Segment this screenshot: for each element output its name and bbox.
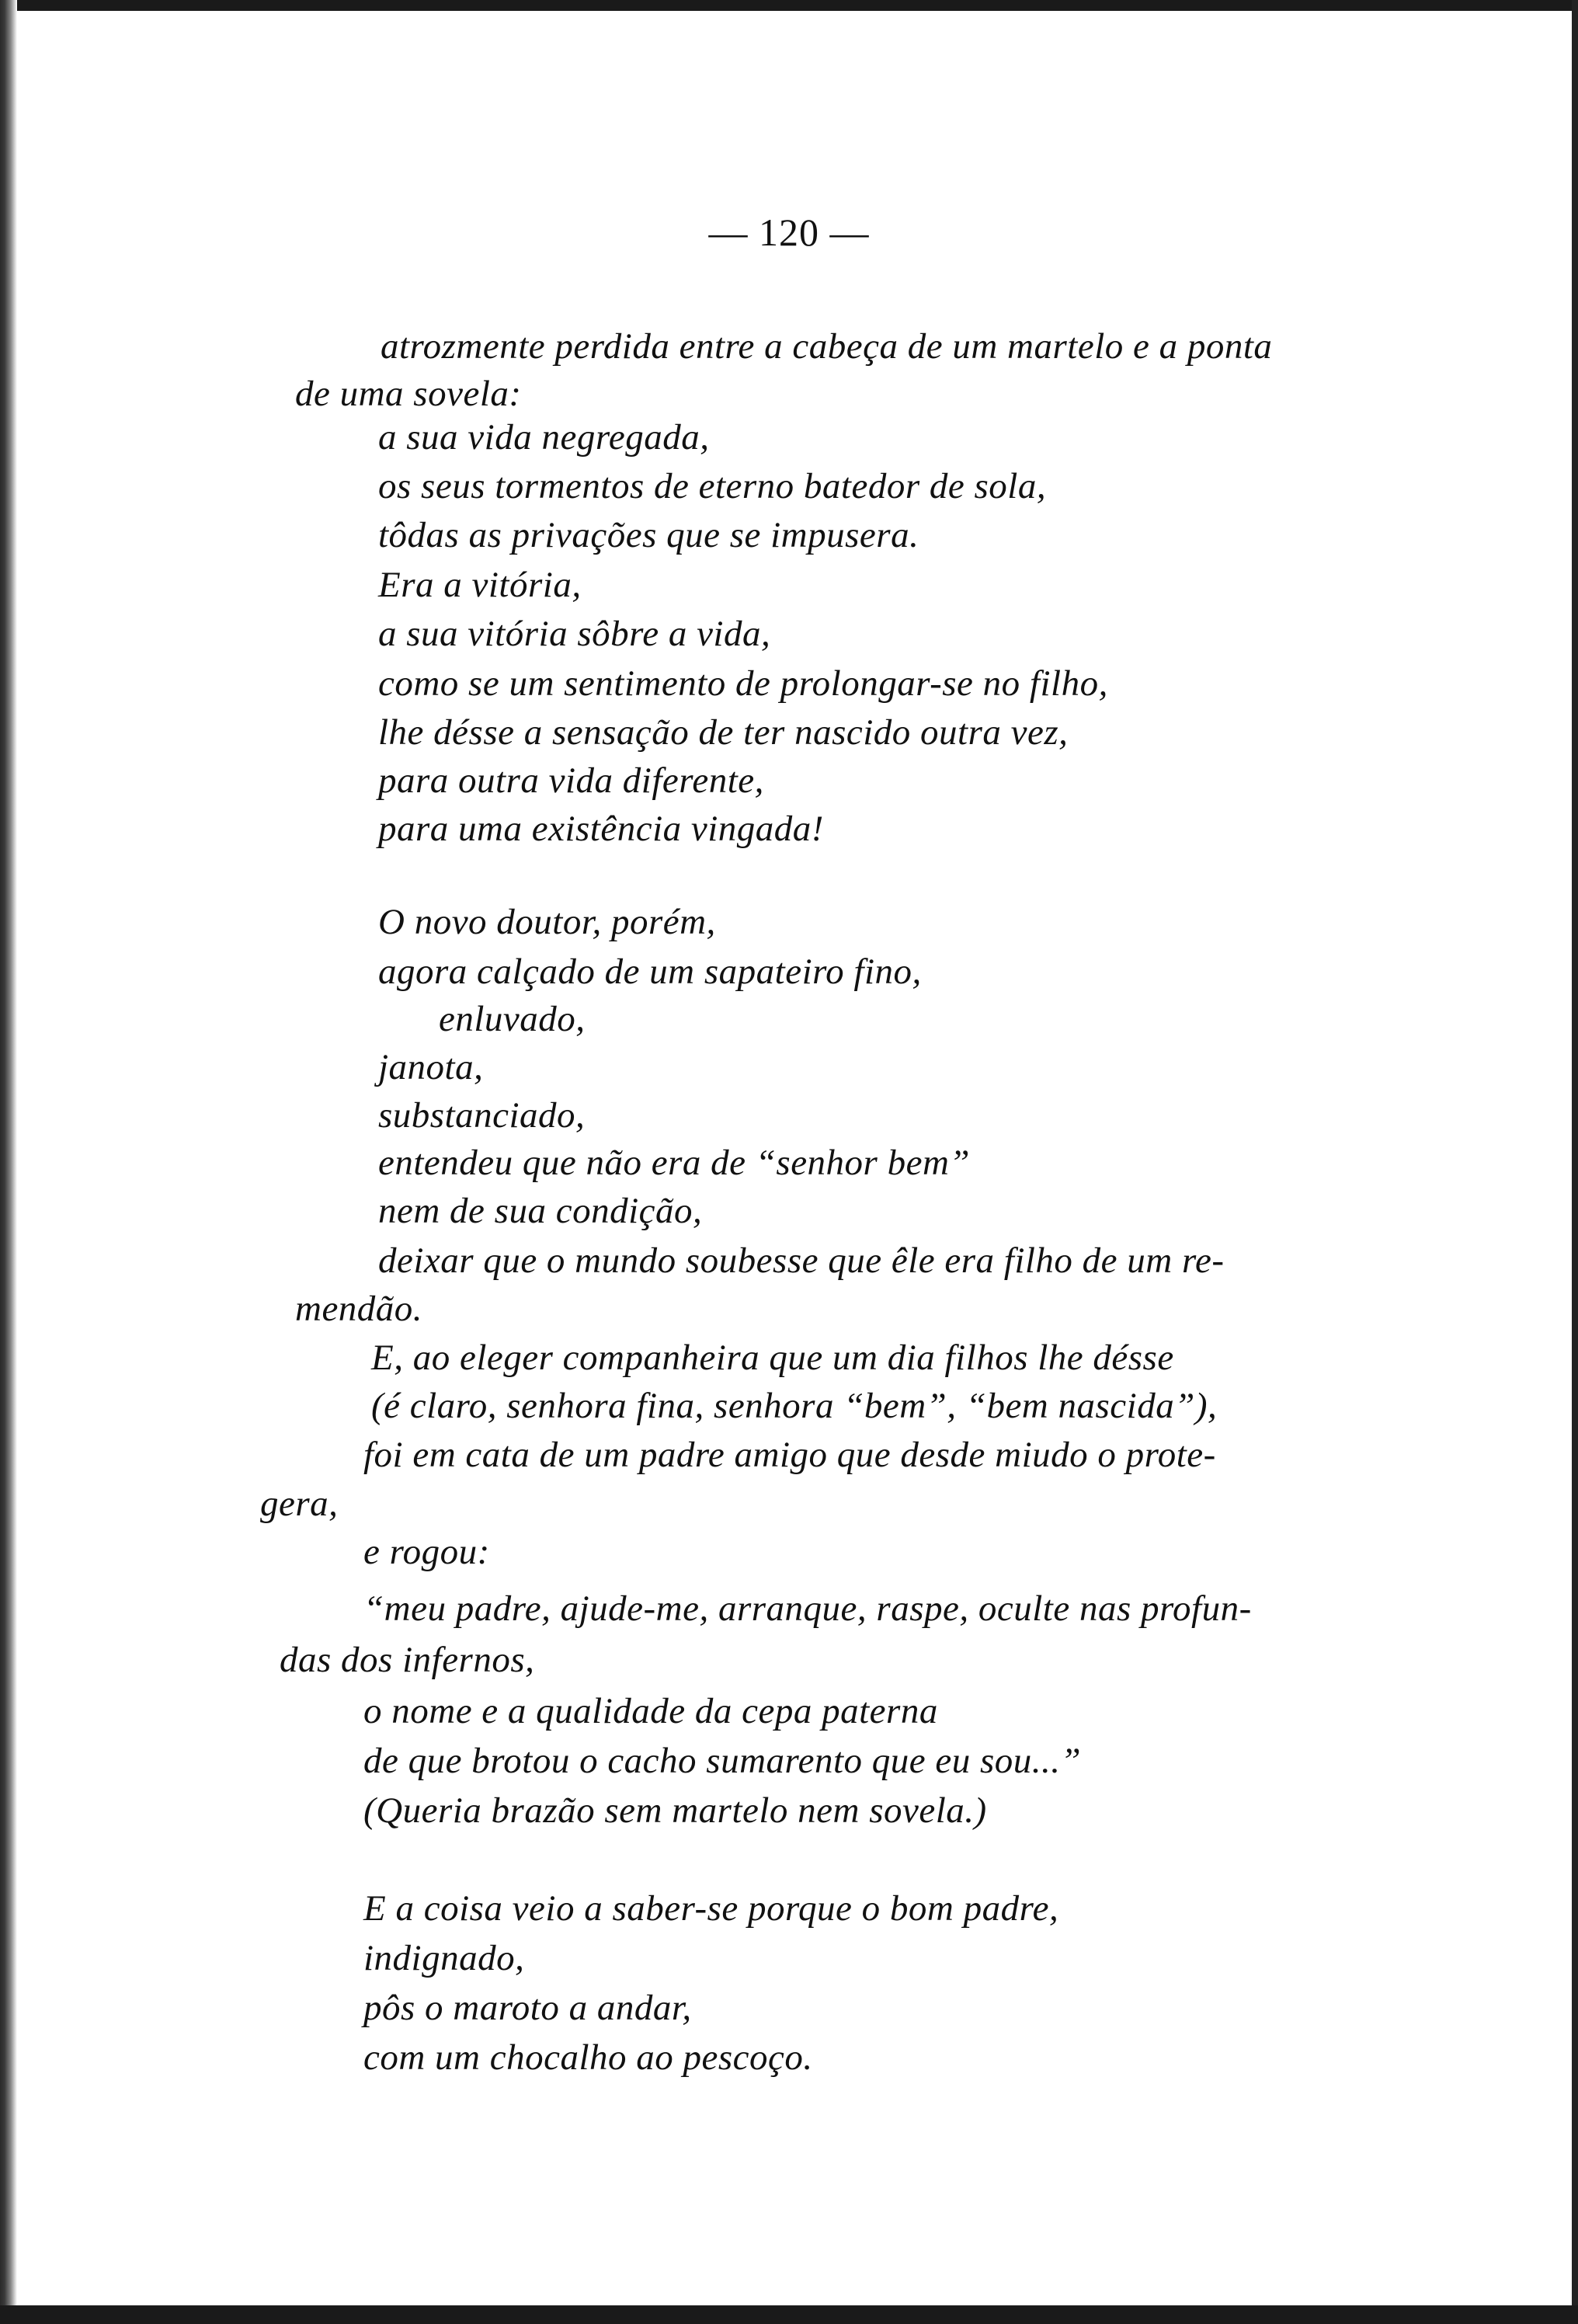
scan-edge-right [1572,0,1578,2324]
text-line: para outra vida diferente, [378,760,764,801]
text-line: agora calçado de um sapateiro fino, [378,952,922,992]
text-line: de uma sovela: [295,374,522,414]
text-line: mendão. [295,1289,423,1329]
text-line: os seus tormentos de eterno batedor de sola, [378,466,1047,506]
scan-edge-left [0,0,17,2324]
text-line: e rogou: [363,1532,490,1572]
text-line: (Queria brazão sem martelo nem sovela.) [363,1790,987,1831]
text-line: E, ao eleger companheira que um dia filhos lhe désse [371,1338,1174,1378]
text-line: indignado, [363,1938,525,1978]
text-line: com um chocalho ao pescoço. [363,2037,813,2078]
text-line: Era a vitória, [378,565,582,605]
text-line: enluvado, [439,999,586,1039]
text-line: como se um sentimento de prolongar-se no filho, [378,663,1108,704]
text-line: de que brotou o cacho sumarento que eu sou...” [363,1741,1082,1781]
text-line: nem de sua condição, [378,1191,703,1231]
text-line: a sua vitória sôbre a vida, [378,614,771,654]
text-line: para uma existência vingada! [378,809,824,849]
text-line: tôdas as privações que se impusera. [378,515,919,555]
text-line: janota, [378,1047,484,1087]
text-line: deixar que o mundo soubesse que êle era filho de um re- [378,1240,1225,1281]
text-line: a sua vida negregada, [378,417,710,457]
text-line: pôs o maroto a andar, [363,1988,692,2028]
text-line: (é claro, senhora fina, senhora “bem”, “bem nascida”), [371,1386,1218,1426]
text-line: gera, [260,1484,339,1524]
text-line: “meu padre, ajude-me, arranque, raspe, oculte nas profun- [363,1588,1252,1629]
page-number: — 120 — [708,210,870,254]
scan-edge-top [0,0,1578,11]
text-line: foi em cata de um padre amigo que desde miudo o prote- [363,1435,1216,1475]
text-line: entendeu que não era de “senhor bem” [378,1143,971,1183]
scan-edge-bottom [0,2305,1578,2324]
text-line: E a coisa veio a saber-se porque o bom padre, [363,1888,1059,1929]
text-line: lhe désse a sensação de ter nascido outra vez, [378,712,1069,753]
text-line: atrozmente perdida entre a cabeça de um martelo e a ponta [381,326,1273,367]
text-line: das dos infernos, [280,1640,535,1680]
text-line: O novo doutor, porém, [378,902,716,942]
text-line: substanciado, [378,1095,586,1136]
text-line: o nome e a qualidade da cepa paterna [363,1691,938,1731]
